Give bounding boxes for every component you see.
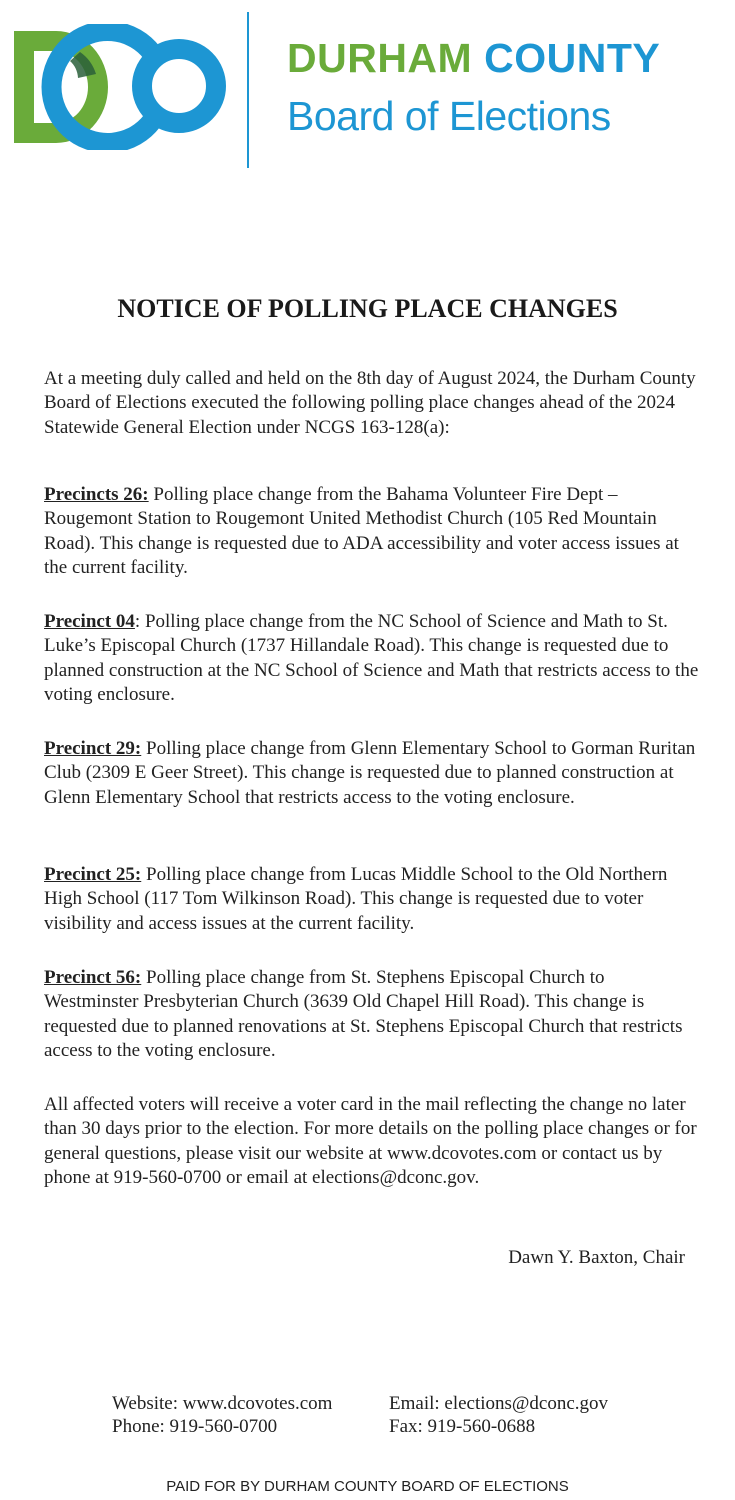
header-divider xyxy=(247,12,249,168)
closing-paragraph: All affected voters will receive a voter card in the mail reflecting the change no later than 30 days prior to the election. For more details on the polling place changes or for general questions, please visit our website at www.dcovotes.com or contact us by phone at 919-560-0700 or email at elections@dconc.gov. xyxy=(44,1094,697,1188)
signature: Dawn Y. Baxton, Chair xyxy=(508,1247,685,1268)
logo-letter-o xyxy=(142,49,216,123)
contact-email: Email: elections@dconc.gov xyxy=(389,1393,609,1414)
intro-paragraph: At a meeting duly called and held on the 8th day of August 2024, the Durham County Board of Elections executed the following polling place changes ahead of the 2024 Statewide General Election under NCGS 163-128(a): xyxy=(44,368,696,438)
precinct-text: Polling place change from Glenn Elementary School to Gorman Ruritan Club (2309 E Geer Street). This change is requested due to planned construction at Glenn Elementary School that restricts access to the voting enclosure. xyxy=(44,738,696,808)
org-name-line2: Board of Elections xyxy=(287,93,611,139)
precinct-text: : Polling place change from the NC School of Science and Math to St. Luke’s Episcopal Church (1737 Hillandale Road). This change is requested due to planned construction at the NC School of Science and Math that restricts access to the voting enclosure. xyxy=(44,611,699,705)
precinct-paragraph xyxy=(44,483,699,580)
paid-for-disclaimer: PAID FOR BY DURHAM COUNTY BOARD OF ELECTIONS xyxy=(166,1478,569,1495)
org-name-county: COUNTY xyxy=(484,35,661,81)
precinct-label: Precinct 04 xyxy=(44,611,135,632)
precinct-text: Polling place change from Lucas Middle School to the Old Northern High School (117 Tom Wilkinson Road). This change is requested due to voter visibility and access issues at the current facility. xyxy=(44,864,668,934)
precinct-label: Precinct 25: xyxy=(44,864,142,885)
contact-website: Website: www.dcovotes.com xyxy=(112,1393,333,1414)
contact-phone: Phone: 919-560-0700 xyxy=(112,1416,278,1437)
precinct-text: Polling place change from St. Stephens Episcopal Church to Westminster Presbyterian Church (3639 Old Chapel Hill Road). This change is requested due to planned renovations at St. Stephens Episcopal Church that restricts access to the voting enclosure. xyxy=(44,967,683,1061)
precinct-label: Precincts 26: xyxy=(44,484,149,505)
org-name-durham: DURHAM xyxy=(287,35,473,81)
notice-title: NOTICE OF POLLING PLACE CHANGES xyxy=(117,294,618,323)
precinct-label: Precinct 56: xyxy=(44,967,142,988)
precinct-text: Polling place change from the Bahama Volunteer Fire Dept – Rougemont Station to Rougemont United Methodist Church (105 Red Mountain Road). This change is requested due to ADA accessibility and voter access issues at the current facility. xyxy=(44,484,679,578)
dco-logo xyxy=(14,24,226,150)
org-name-line1 xyxy=(287,34,660,82)
precinct-paragraph xyxy=(44,610,699,707)
precinct-paragraph xyxy=(44,737,699,810)
precinct-paragraph xyxy=(44,863,699,936)
precinct-label: Precinct 29: xyxy=(44,738,142,759)
precinct-paragraph xyxy=(44,966,699,1063)
contact-fax: Fax: 919-560-0688 xyxy=(389,1416,536,1437)
